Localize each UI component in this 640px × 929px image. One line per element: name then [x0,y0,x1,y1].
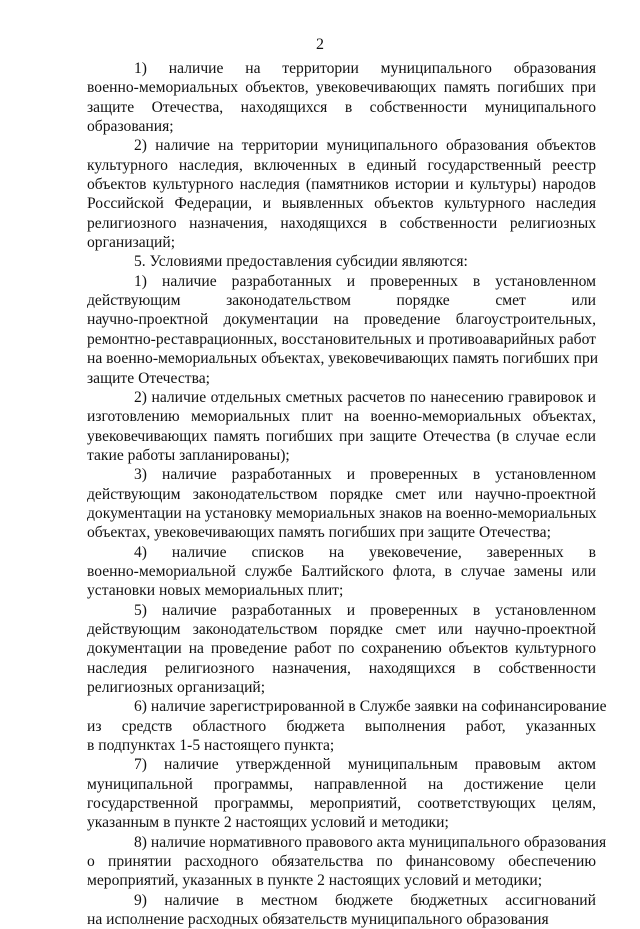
text-line: 4) наличие списков на увековечение, заверенных в [134,543,596,561]
text-line: 2) наличие отдельных сметных расчетов по нанесению гравировок и [134,388,596,406]
text-line: культурного наследия, включенных в единый государственный реестр [87,156,596,174]
text-line: документации на проведение работ по сохранению объектов культурного [87,640,596,658]
text-line: объектов культурного наследия (памятников истории и культуры) народов [87,176,596,194]
text-line: 6) наличие зарегистрированной в Службе заявки на софинансирование [134,698,607,716]
text-line: защите Отечества; [87,369,210,387]
text-line: о принятии расходного обязательства по финансовому обеспечению [87,853,596,871]
text-line: указанным в пункте 2 настоящих условий и методики; [87,814,449,832]
paragraph [87,601,596,698]
page-number: 2 [316,36,324,53]
text-line: 7) наличие утвержденной муниципальным правовым актом [134,756,596,774]
text-line: военно-мемориальных объектов, увековечивающих память погибших при [87,79,596,97]
text-line: из средств областного бюджета выполнения работ, указанных [87,717,596,735]
text-line: государственной программы, мероприятий, соответствующих целям, [87,795,596,813]
paragraph [87,543,596,601]
text-line: на исполнение расходных обязательств муниципального образования [87,911,549,929]
text-line: установки новых мемориальных плит; [87,582,344,600]
text-line: образования; [87,118,174,136]
text-line: изготовлению мемориальных плит на военно-мемориальных объектах, [87,408,596,426]
document-body [87,59,607,929]
text-line: 2) наличие на территории муниципального образования объектов [134,137,596,155]
text-line: Российской Федерации, и выявленных объектов культурного наследия [87,195,596,213]
text-line: защите Отечества, находящихся в собственности муниципального [87,98,596,116]
text-line: увековечивающих память погибших при защите Отечества (в случае если [87,427,596,445]
paragraph [87,136,596,252]
paragraph [87,891,596,929]
text-line: мероприятий, указанных в пункте 2 настоящих условий и методики; [87,872,543,890]
text-line: 1) наличие разработанных и проверенных в установленном [134,272,596,290]
paragraph [87,388,596,465]
text-line: организаций; [87,234,176,252]
text-line: документации на установку мемориальных знаков на военно-мемориальных [87,504,597,522]
paragraph [87,59,596,136]
text-line: 9) наличие в местном бюджете бюджетных ассигнований [134,891,596,909]
text-line: религиозных организаций; [87,679,266,696]
text-line: действующим законодательством порядке смет или научно-проектной [87,485,596,503]
paragraph [87,755,596,832]
text-line: действующим законодательством порядке смет или [87,292,596,310]
text-line: на военно-мемориальных объектах, увековечивающих память погибших при [87,350,599,368]
paragraph [87,272,599,388]
paragraph [87,697,607,755]
paragraph [87,465,596,542]
text-line: действующим законодательством порядке смет или научно-проектной [87,620,596,638]
text-line: 5. Условиями предоставления субсидии являются: [134,253,468,271]
text-line: научно-проектной документации на проведение благоустроительных, [87,311,596,329]
text-line: 1) наличие на территории муниципального образования [134,60,596,77]
text-line: 8) наличие нормативного правового акта муниципального образования [134,833,607,851]
text-line: муниципальной программы, направленной на достижение цели [87,775,596,793]
text-line: объектах, увековечивающих память погибших при защите Отечества; [87,524,551,542]
text-line: 3) наличие разработанных и проверенных в установленном [134,466,596,484]
text-line: наследия религиозного назначения, находящихся в собственности [87,659,596,677]
text-line: в подпунктах 1-5 настоящего пункта; [87,737,335,755]
paragraph [87,833,607,891]
paragraph [87,252,596,271]
text-line: религиозного назначения, находящихся в собственности религиозных [87,214,596,232]
text-line: военно-мемориальной службе Балтийского флота, в случае замены или [87,562,596,580]
text-line: такие работы запланированы); [87,446,290,464]
text-line: ремонтно-реставрационных, восстановительных и противоаварийных работ [87,330,596,348]
text-line: 5) наличие разработанных и проверенных в установленном [134,601,596,619]
